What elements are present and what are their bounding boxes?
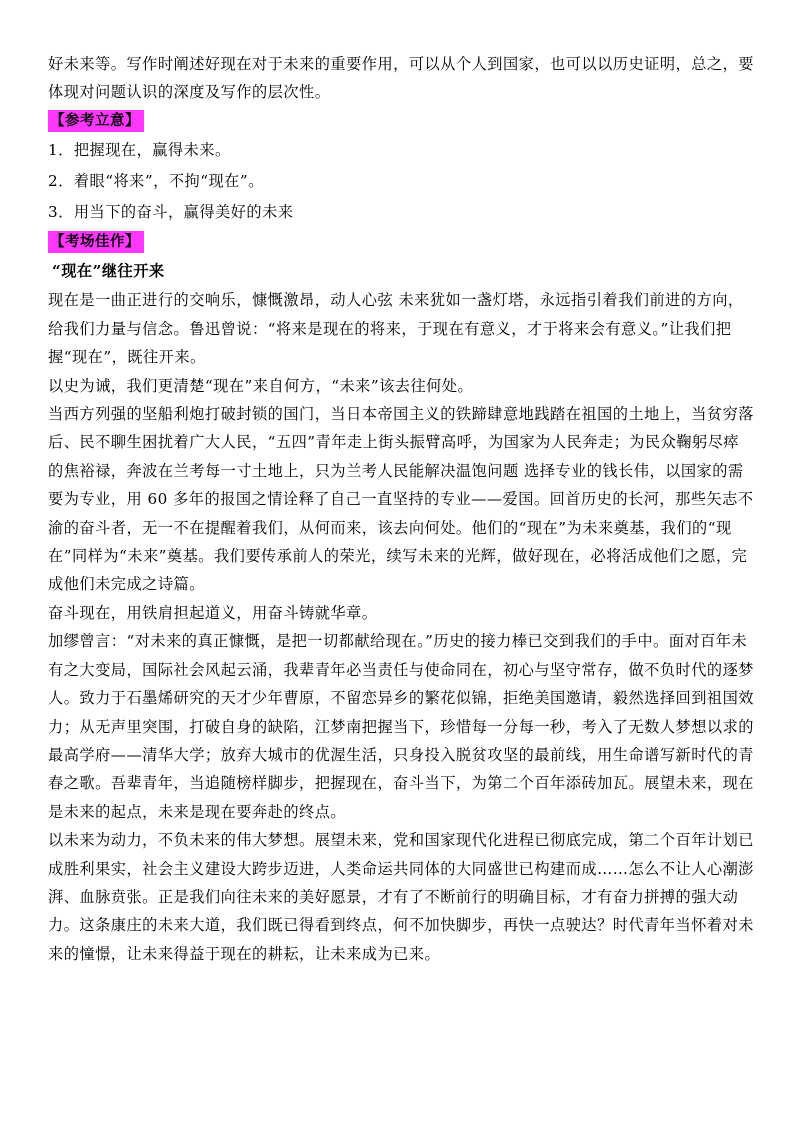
essay-paragraph: 以史为诫，我们更清楚“现在”来自何方，“未来”该去往何处。: [48, 376, 474, 395]
essay-paragraph: 以未来为动力，不负未来的伟大梦想。展望未来，党和国家现代化进程已彻底完成，第二个百年计划已成胜利果实，社会主义建设大跨步迈进，人类命运共同体的大同盛世已构建而成……怎么不让人心潮澎湃、血脉贲张。正是我们向往未来的美好愿景，才有了不断前行的明确目标，才有奋力拼搏的强大动力。这条康庄的未来大道，我们既已得看到终点，何不加快脚步，再快一点驶达？时代青年当怀着对未来的憧憬，让未来得益于现在的耕耘，让未来成为已来。: [48, 831, 754, 963]
essay-paragraph: 加缪曾言：“对未来的真正慷慨，是把一切都献给现在。”历史的接力棒已交到我们的手中。面对百年未有之大变局，国际社会风起云涌，我辈青年必当责任与使命同在，初心与坚守常存，做不负时代的逐梦人。致力于石墨烯研究的天才少年曹原，不留恋异乡的繁花似锦，拒绝美国邀请，毅然选择回到祖国效力；从无声里突围，打破自身的缺陷，江梦南把握当下，珍惜每一分每一秒，考入了无数人梦想以求的最高学府——清华大学；放弃大城市的优渥生活，只身投入脱贫攻坚的最前线，用生命谱写新时代的青春之歌。吾辈青年，当追随榜样脚步，把握现在，奋斗当下，为第二个百年添砖加瓦。展望未来，现在是未来的起点，未来是现在要奔赴的终点。: [48, 632, 754, 821]
essay-paragraph: 奋斗现在，用铁肩担起道义，用奋斗铸就华章。: [48, 603, 378, 622]
list-item: 1．把握现在，赢得未来。: [48, 140, 231, 159]
reference-ideas-label: 【参考立意】: [48, 110, 144, 132]
document-page: [48, 50, 754, 968]
intro-paragraph: 好未来等。写作时阐述好现在对于未来的重要作用，可以从个人到国家，也可以以历史证明，总之，要体现对问题认识的深度及写作的层次性。: [48, 55, 754, 102]
model-essay-label: 【考场佳作】: [48, 231, 144, 253]
list-item: 3．用当下的奋斗，赢得美好的未来: [48, 203, 294, 222]
list-item: 2．着眼“将来”，不拘“现在”。: [48, 172, 264, 191]
essay-paragraph: 当西方列强的坚船利炮打破封锁的国门，当日本帝国主义的铁蹄肆意地践踏在祖国的土地上，当贫穷落后、民不聊生困扰着广大人民，“五四”青年走上街头振臂高呼，为国家为人民奔走；为民众鞠躬尽瘁的焦裕禄，奔波在兰考每一寸土地上，只为兰考人民能解决温饱问题 选择专业的钱长伟，以国家的需要为专业，用 60 多年的报国之情诠释了自己一直坚持的专业——爱国。回首历史的长河，那些矢志不渝的奋斗者，无一不在提醒着我们，从何而来，该去向何处。他们的“现在”为未来奠基，我们的“现在”同样为“未来”奠基。我们要传承前人的荣光，续写未来的光辉，做好现在，必将活成他们之愿，完成他们未完成之诗篇。: [48, 405, 754, 594]
model-essay-section: [48, 228, 754, 968]
reference-ideas-section: [48, 107, 754, 229]
essay-paragraph: 现在是一曲正进行的交响乐，慷慨激昂，动人心弦 未来犹如一盏灯塔，永远指引着我们前进的方向，给我们力量与信念。鲁迅曾说：“将来是现在的将来，于现在有意义，才于将来会有意义。”让我们把握“现在”，既往开来。: [48, 291, 744, 367]
essay-title: “现在”继往开来: [52, 262, 165, 281]
